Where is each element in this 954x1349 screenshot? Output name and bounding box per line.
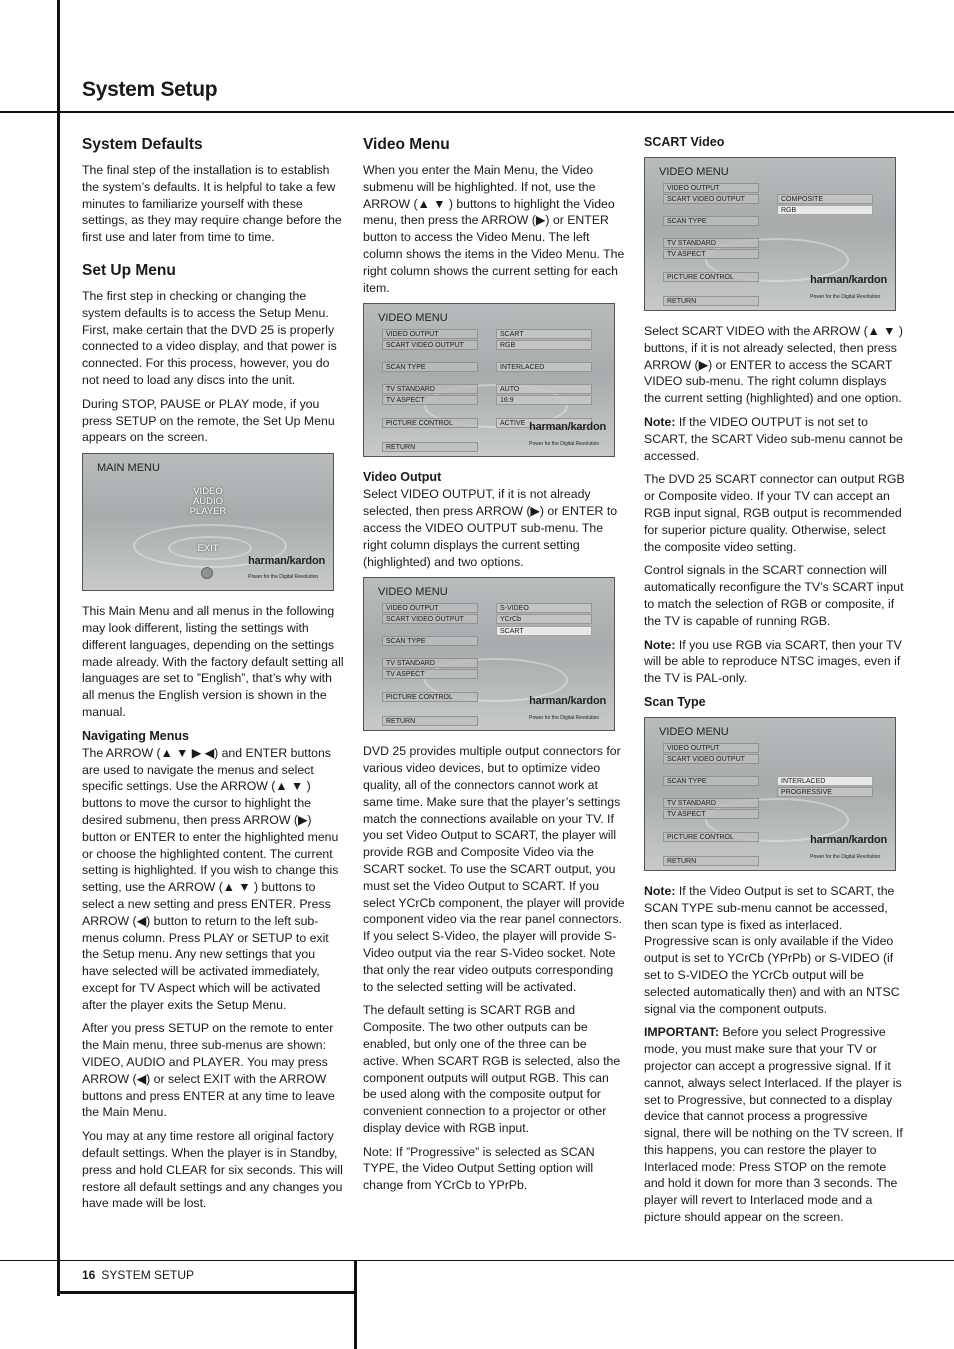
paragraph: You may at any time restore all original factory default settings. When the player is in Standby, press and hold CLEAR for six seconds. This will restore all default settings and any changes you have made will be lost. bbox=[82, 1129, 343, 1211]
brand-logo: harman/kardon Power for the Digital Revolution bbox=[529, 420, 606, 447]
row-picture-control: PICTURE CONTROL bbox=[382, 418, 478, 428]
paragraph: Control signals in the SCART connection will automatically reconfigure the TV’s SCART input to match the selection of RGB or composite, if the TV is capable of running RGB. bbox=[644, 563, 904, 628]
note-text: If you use RGB via SCART, then your TV will be able to reproduce NTSC images, even if the TV is PAL-only. bbox=[644, 637, 902, 686]
scan-type-screenshot bbox=[644, 717, 896, 871]
paragraph: Note: If ”Progressive” is selected as SCAN TYPE, the Video Output Setting option will change from YCrCb to YPrPb. bbox=[363, 1144, 595, 1193]
note-label: Note: bbox=[644, 883, 676, 898]
knob-icon bbox=[201, 567, 213, 579]
note-paragraph bbox=[644, 414, 906, 464]
row-return: RETURN bbox=[382, 716, 478, 726]
value-active: ACTIVE bbox=[496, 418, 592, 428]
video-output-screenshot bbox=[363, 577, 615, 731]
paragraph: DVD 25 provides multiple output connectors for various video devices, but to optimize video quality, all of the connectors cannot work at same time. Make sure that the player’s settings match the connections available on your TV. If you set Video Output to SCART, the player will provide RGB and Composite Video via the SCART socket. To use the SCART output, you must set the Video Output to SCART. If you select YCrCb component, the player will provide component video via the rear panel connectors. If you select S-Video, the player will provide S-Video output via the rear S-Video socket. Note that only the rear video outputs corresponding to the selected setting will be activated. bbox=[363, 744, 625, 994]
row-scart-video-output: SCART VIDEO OUTPUT bbox=[382, 614, 478, 624]
paragraph: During STOP, PAUSE or PLAY mode, if you press SETUP on the remote, the Set Up Menu appears on the screen. bbox=[82, 396, 335, 445]
value-scart: SCART bbox=[496, 329, 592, 339]
brand-logo: harman/kardon Power for the Digital Revolution bbox=[248, 554, 325, 581]
row-picture-control: PICTURE CONTROL bbox=[382, 692, 478, 702]
row-tv-aspect: TV ASPECT bbox=[382, 669, 478, 679]
page-number: 16 bbox=[82, 1268, 96, 1282]
important-text: Before you select Progressive mode, you must make sure that your TV or projector can accept a progressive signal. If it cannot, always select Interlaced. If the player is set to Progressive, but connected to a display device that cannot process a progressive signal, there will be nothing on the TV screen. If this happens, you can restore the player to Interlaced mode: Press STOP on the remote and hold it down for more than 3 seconds. The player will revert to Interlaced mode and a picture should appear on the screen. bbox=[644, 1025, 903, 1225]
note-paragraph bbox=[644, 637, 906, 687]
page-title: System Setup bbox=[82, 78, 218, 101]
heading-video-menu: Video Menu bbox=[363, 136, 450, 153]
row-tv-standard: TV STANDARD bbox=[663, 238, 759, 248]
important-label: IMPORTANT: bbox=[644, 1025, 719, 1040]
option-composite: COMPOSITE bbox=[777, 194, 873, 204]
value-aspect: 16:9 bbox=[496, 395, 592, 405]
paragraph: After you press SETUP on the remote to enter the Main menu, three sub-menus are shown: VIDEO, AUDIO and PLAYER. You may press ARROW (◀) or select EXIT with the ARROW buttons and press ENTER at any time to leave the Main Menu. bbox=[82, 1021, 335, 1120]
menu-item-video: VIDEO bbox=[193, 486, 223, 498]
row-scan-type: SCAN TYPE bbox=[663, 216, 759, 226]
paragraph: When you enter the Main Menu, the Video submenu will be highlighted. If not, use the ARROW (▲ ▼ ) buttons to highlight the Video menu, then press the ARROW (▶) or ENTER button to access the Video Menu. The left column shows the items in the Video Menu. The right column shows the current setting for each item. bbox=[363, 163, 625, 295]
row-scart-video-output: SCART VIDEO OUTPUT bbox=[382, 340, 478, 350]
heading-setup-menu: Set Up Menu bbox=[82, 261, 176, 279]
menu-title: VIDEO MENU bbox=[378, 586, 448, 599]
row-scan-type: SCAN TYPE bbox=[663, 776, 759, 786]
column-2 bbox=[363, 134, 625, 1201]
option-rgb: RGB bbox=[777, 205, 873, 215]
brand-logo: harman/kardon Power for the Digital Revolution bbox=[529, 694, 606, 721]
row-scan-type: SCAN TYPE bbox=[382, 636, 478, 646]
row-video-output: VIDEO OUTPUT bbox=[663, 183, 759, 193]
column-3 bbox=[644, 134, 906, 1233]
paragraph: This Main Menu and all menus in the following may look different, listing the settings with different languages, depending on the settings made already. With the factory default setting all languages are set to ”English”, that’s why with all menus the English version is shown in the manual. bbox=[82, 604, 344, 719]
value-auto: AUTO bbox=[496, 384, 592, 394]
menu-title: VIDEO MENU bbox=[659, 725, 729, 738]
paragraph: The final step of the installation is to establish the system’s defaults. It is helpful to take a few minutes to familiarize yourself with these settings, as they may require change before the first use and later from time to time. bbox=[82, 163, 342, 245]
main-menu-screenshot bbox=[82, 453, 334, 591]
menu-title: VIDEO MENU bbox=[659, 166, 729, 178]
row-tv-aspect: TV ASPECT bbox=[663, 809, 759, 819]
row-tv-standard: TV STANDARD bbox=[663, 798, 759, 808]
note-label: Note: bbox=[644, 637, 676, 652]
header-rule bbox=[0, 111, 954, 113]
brand-logo: harman/kardon Power for the Digital Revolution bbox=[810, 834, 887, 861]
row-video-output: VIDEO OUTPUT bbox=[663, 743, 759, 753]
heading-scan-type: Scan Type bbox=[644, 694, 706, 709]
footer-bar bbox=[354, 1260, 357, 1349]
menu-item-exit: EXIT bbox=[197, 543, 219, 555]
note-label: Note: bbox=[644, 414, 676, 429]
video-menu-screenshot bbox=[363, 303, 615, 457]
important-paragraph bbox=[644, 1024, 906, 1226]
menu-item-player: PLAYER bbox=[189, 506, 227, 518]
row-return: RETURN bbox=[663, 296, 759, 306]
footer-label: SYSTEM SETUP bbox=[101, 1268, 195, 1282]
row-tv-aspect: TV ASPECT bbox=[382, 395, 478, 405]
brand-logo: harman/kardon Power for the Digital Revolution bbox=[810, 274, 887, 301]
heading-scart-video: SCART Video bbox=[644, 135, 725, 149]
scart-video-screenshot bbox=[644, 157, 896, 311]
paragraph: The first step in checking or changing the system defaults is to access the Setup Menu. First, make certain that the DVD 25 is properly connected to a video display, and that power is connected. For this process, however, you do not need to load any discs into the unit. bbox=[82, 288, 337, 387]
row-picture-control: PICTURE CONTROL bbox=[663, 832, 759, 842]
value-rgb: RGB bbox=[496, 340, 592, 350]
paragraph: The ARROW (▲ ▼ ▶ ◀) and ENTER buttons are used to navigate the menus and select specific settings. Use the ARROW (▲ ▼ ) buttons to move the cursor to highlight the desired submenu, then press ARROW (▶) button or ENTER to enter the highlighted menu or choose the highlighted content. The current setting is highlighted. If you wish to change this setting, use the ARROW (▲ ▼ ) buttons to select a new setting and press ENTER. Press ARROW (◀) button to return to the left sub-menus column. Press PLAY or SETUP to exit the Setup menu. Any new settings that you have selected will be activated immediately, except for TV Aspect which will be activated after the player exits the Setup Menu. bbox=[82, 745, 339, 1012]
row-video-output: VIDEO OUTPUT bbox=[382, 329, 478, 339]
option-progressive: PROGRESSIVE bbox=[777, 787, 873, 797]
row-tv-standard: TV STANDARD bbox=[382, 384, 478, 394]
heading-video-output: Video Output bbox=[363, 470, 442, 485]
note-text: If the Video Output is set to SCART, the SCAN TYPE sub-menu cannot be accessed, then scan type is fixed as interlaced. Progressive scan is only available if the Video output is set to YCrCb (YPrPb) or S-VIDEO (if set to S-VIDEO the YCrCb output will be selected automatically then) and with an NTSC signal via the component outputs. bbox=[644, 883, 900, 1016]
menu-title: MAIN MENU bbox=[97, 462, 160, 475]
value-interlaced: INTERLACED bbox=[496, 362, 592, 372]
column-1 bbox=[82, 134, 344, 1219]
note-text: If the VIDEO OUTPUT is not set to SCART, the SCART Video sub-menu cannot be accessed. bbox=[644, 414, 903, 463]
option-interlaced: INTERLACED bbox=[777, 776, 873, 786]
row-return: RETURN bbox=[663, 856, 759, 866]
menu-title: VIDEO MENU bbox=[378, 312, 448, 325]
paragraph: Select SCART VIDEO with the ARROW (▲ ▼ ) buttons, if it is not already selected, then press ARROW (▶) or ENTER to access the SCART VIDEO sub-menu. The right column displays the current setting (highlighted) and one option. bbox=[644, 324, 903, 406]
menu-item-audio: AUDIO bbox=[192, 496, 224, 508]
row-tv-standard: TV STANDARD bbox=[382, 658, 478, 668]
row-picture-control: PICTURE CONTROL bbox=[663, 272, 759, 282]
row-video-output: VIDEO OUTPUT bbox=[382, 603, 478, 613]
row-scan-type: SCAN TYPE bbox=[382, 362, 478, 372]
row-tv-aspect: TV ASPECT bbox=[663, 249, 759, 259]
option-s-video: S-VIDEO bbox=[496, 603, 592, 613]
heading-system-defaults: System Defaults bbox=[82, 136, 203, 153]
footer bbox=[82, 1268, 194, 1282]
heading-navigating-menus: Navigating Menus bbox=[82, 728, 189, 743]
left-margin-bar bbox=[57, 0, 60, 1296]
paragraph: Select VIDEO OUTPUT, if it is not already selected, then press ARROW (▶) or ENTER to access the VIDEO OUTPUT sub-menu. The right column displays the current setting (highlighted) and two options. bbox=[363, 487, 618, 569]
option-ycrcb: YCrCb bbox=[496, 614, 592, 624]
paragraph: The DVD 25 SCART connector can output RGB or Composite video. If your TV can accept an RGB input signal, RGB output is recommended for superior picture quality. Otherwise, select the composite video setting. bbox=[644, 472, 905, 554]
row-scart-video-output: SCART VIDEO OUTPUT bbox=[663, 754, 759, 764]
paragraph: The default setting is SCART RGB and Composite. The two other outputs can be enabled, but only one of the three can be active. When SCART RGB is selected, also the component outputs will output RGB. This can be used along with the composite output for convenient connection to a projector or other display device with RGB input. bbox=[363, 1003, 621, 1135]
note-paragraph bbox=[644, 883, 906, 1017]
option-scart: SCART bbox=[496, 626, 592, 636]
row-return: RETURN bbox=[382, 442, 478, 452]
row-scart-video-output: SCART VIDEO OUTPUT bbox=[663, 194, 759, 204]
